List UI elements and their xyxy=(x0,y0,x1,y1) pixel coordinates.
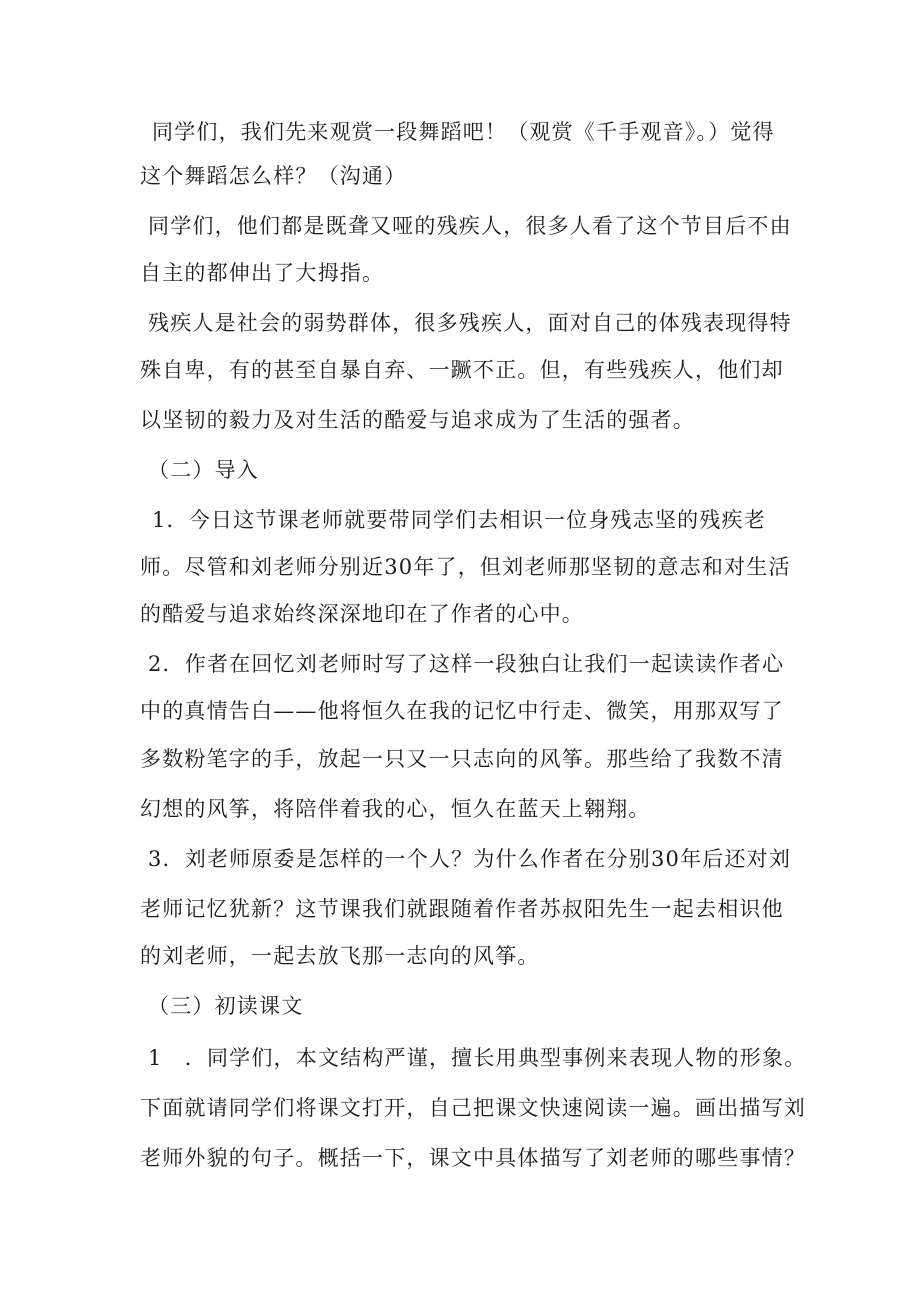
paragraph-line: 同学们，他们都是既聋又哑的残疾人，很多人看了这个节目后不由 xyxy=(148,214,792,238)
paragraph-line: 的酷爱与追求始终深深地印在了作者的心中。 xyxy=(140,602,584,626)
paragraph-line: 下面就请同学们将课文打开，自己把课文快速阅读一遍。画出描写刘 xyxy=(140,1096,806,1120)
paragraph-line: 老师外貌的句子。概括一下，课文中具体描写了刘老师的哪些事情？ xyxy=(140,1146,806,1170)
paragraph-line: 1 ．同学们，本文结构严谨，擅长用典型事例来表现人物的形象。 xyxy=(148,1046,807,1070)
paragraph-line: 残疾人是社会的弱势群体，很多残疾人，面对自己的体残表现得特 xyxy=(148,311,792,335)
paragraph-line: 幻想的风筝，将陪伴着我的心，恒久在蓝天上翱翔。 xyxy=(140,797,651,821)
paragraph-line: 同学们，我们先来观赏一段舞蹈吧！（观赏《千手观音》。）觉得 xyxy=(152,120,775,144)
paragraph-line: 中的真情告白——他将恒久在我的记忆中行走、微笑，用那双写了 xyxy=(140,699,784,723)
paragraph-line: 多数粉笔字的手，放起一只又一只志向的风筝。那些给了我数不清 xyxy=(140,747,784,771)
paragraph-line: 老师记忆犹新？这节课我们就跟随着作者苏叔阳先生一起去相识他 xyxy=(140,897,784,921)
section-heading: （二）导入 xyxy=(148,458,259,482)
paragraph-line: 的刘老师，一起去放飞那一志向的风筝。 xyxy=(140,944,540,968)
paragraph-line: 1．今日这节课老师就要带同学们去相识一位身残志坚的残疾老 xyxy=(152,508,766,532)
paragraph-line: 师。尽管和刘老师分别近30年了，但刘老师那坚韧的意志和对生活 xyxy=(140,555,791,579)
paragraph-line: 殊自卑，有的甚至自暴自弃、一蹶不正。但，有些残疾人，他们却 xyxy=(140,358,784,382)
section-heading: （三）初读课文 xyxy=(148,994,304,1018)
paragraph-line: 2．作者在回忆刘老师时写了这样一段独白让我们一起读读作者心 xyxy=(148,652,785,676)
paragraph-line: 这个舞蹈怎么样？（沟通） xyxy=(140,164,407,188)
paragraph-line: 3．刘老师原委是怎样的一个人？为什么作者在分别30年后还对刘 xyxy=(148,847,792,871)
paragraph-line: 自主的都伸出了大拇指。 xyxy=(140,261,385,285)
paragraph-line: 以坚韧的毅力及对生活的酷爱与追求成为了生活的强者。 xyxy=(140,408,695,432)
